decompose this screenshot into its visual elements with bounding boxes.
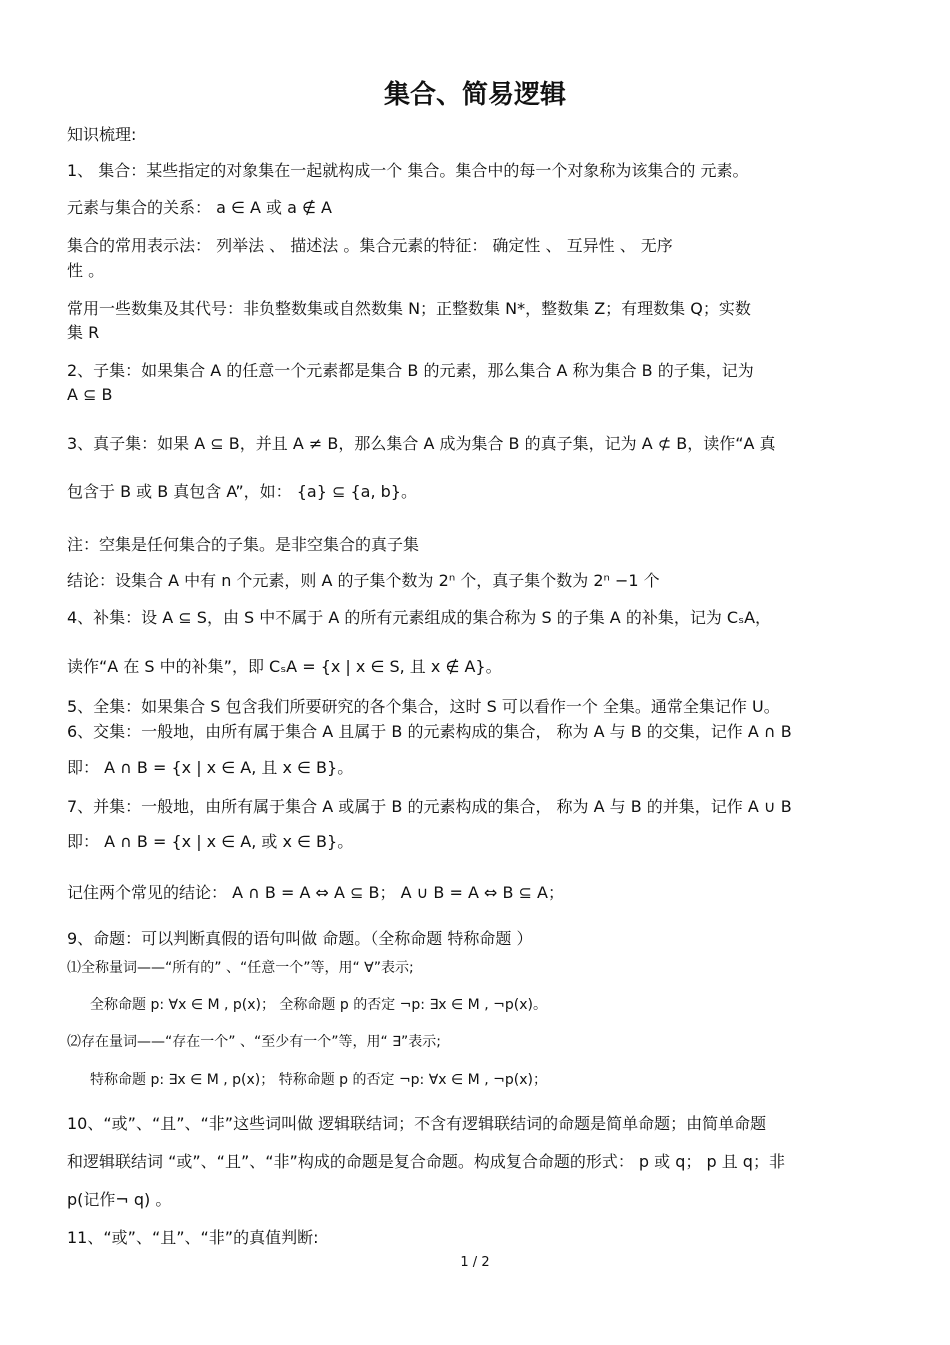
text-line: 7、并集：一般地，由所有属于集合 A 或属于 B 的元素构成的集合， 称为 A 与 B 的并集，记作 A ∪ B <box>67 797 792 816</box>
text-line: 和逻辑联结词 “或”、“且”、“非”构成的命题是复合命题。构成复合命题的形式： p 或 q； p 且 q；非 <box>67 1152 785 1171</box>
text-line: 11、“或”、“且”、“非”的真值判断: <box>67 1228 319 1247</box>
text-line: 元素与集合的关系： a ∈ A 或 a ∉ A <box>67 198 332 217</box>
text-line: 包含于 B 或 B 真包含 A”，如： {a} ⊆ {a, b}。 <box>67 482 417 501</box>
text-line: 1、 集合：某些指定的对象集在一起就构成一个 集合。集合中的每一个对象称为该集合的 元素。 <box>67 161 749 180</box>
page-number: 1 / 2 <box>460 1255 490 1270</box>
text-line: 2、子集：如果集合 A 的任意一个元素都是集合 B 的元素，那么集合 A 称为集合 B 的子集，记为 <box>67 361 754 380</box>
text-line: 4、补集：设 A ⊆ S，由 S 中不属于 A 的所有元素组成的集合称为 S 的子集 A 的补集，记为 CₛA， <box>67 608 772 627</box>
text-line: 读作“A 在 S 中的补集”，即 CₛA = {x | x ∈ S, 且 x ∉ A}。 <box>67 657 502 676</box>
text-line: 集 R <box>67 323 100 342</box>
text-line: p(记作¬ q) 。 <box>67 1190 172 1209</box>
page-title: 集合、简易逻辑 <box>383 80 566 110</box>
text-line: 即： A ∩ B = {x | x ∈ A, 且 x ∈ B}。 <box>67 758 354 777</box>
text-line: 常用一些数集及其代号：非负整数集或自然数集 N；正整数集 N*，整数集 Z；有理数集 Q；实数 <box>67 299 751 318</box>
text-line: 性 。 <box>67 261 105 280</box>
text-line: 集合的常用表示法： 列举法 、 描述法 。集合元素的特征： 确定性 、 互异性 、 无序 <box>67 236 673 255</box>
text-line: 6、交集：一般地，由所有属于集合 A 且属于 B 的元素构成的集合， 称为 A 与 B 的交集，记作 A ∩ B <box>67 722 792 741</box>
text-line: A ⊆ B <box>67 385 113 404</box>
section-heading: 知识梳理: <box>67 125 137 144</box>
text-line: 3、真子集：如果 A ⊆ B，并且 A ≠ B，那么集合 A 成为集合 B 的真子集，记为 A ⊄ B，读作“A 真 <box>67 434 776 453</box>
text-line: 注：空集是任何集合的子集。是非空集合的真子集 <box>67 535 420 554</box>
text-line: 9、命题：可以判断真假的语句叫做 命题。（全称命题 特称命题 ） <box>67 929 533 948</box>
text-line: 特称命题 p: ∃x ∈ M , p(x)； 特称命题 p 的否定 ¬p: ∀x ∈ M , ¬p(x)； <box>90 1072 547 1088</box>
text-line: 结论：设集合 A 中有 n 个元素，则 A 的子集个数为 2ⁿ 个，真子集个数为 2ⁿ −1 个 <box>67 571 660 590</box>
text-line: 5、全集：如果集合 S 包含我们所要研究的各个集合，这时 S 可以看作一个 全集。通常全集记作 U。 <box>67 697 780 716</box>
text-line: 记住两个常见的结论： A ∩ B = A ⇔ A ⊆ B； A ∪ B = A ⇔ B ⊆ A； <box>67 883 564 902</box>
text-line: 全称命题 p: ∀x ∈ M , p(x)； 全称命题 p 的否定 ¬p: ∃x ∈ M , ¬p(x)。 <box>90 997 547 1013</box>
text-line: ⑴全称量词——“所有的” 、“任意一个”等，用“ ∀”表示; <box>67 960 414 976</box>
text-line: ⑵存在量词——“存在一个” 、“至少有一个”等，用“ ∃”表示; <box>67 1034 441 1050</box>
text-line: 即： A ∩ B = {x | x ∈ A, 或 x ∈ B}。 <box>67 832 354 851</box>
text-line: 10、“或”、“且”、“非”这些词叫做 逻辑联结词；不含有逻辑联结词的命题是简单命题；由简单命题 <box>67 1114 767 1133</box>
